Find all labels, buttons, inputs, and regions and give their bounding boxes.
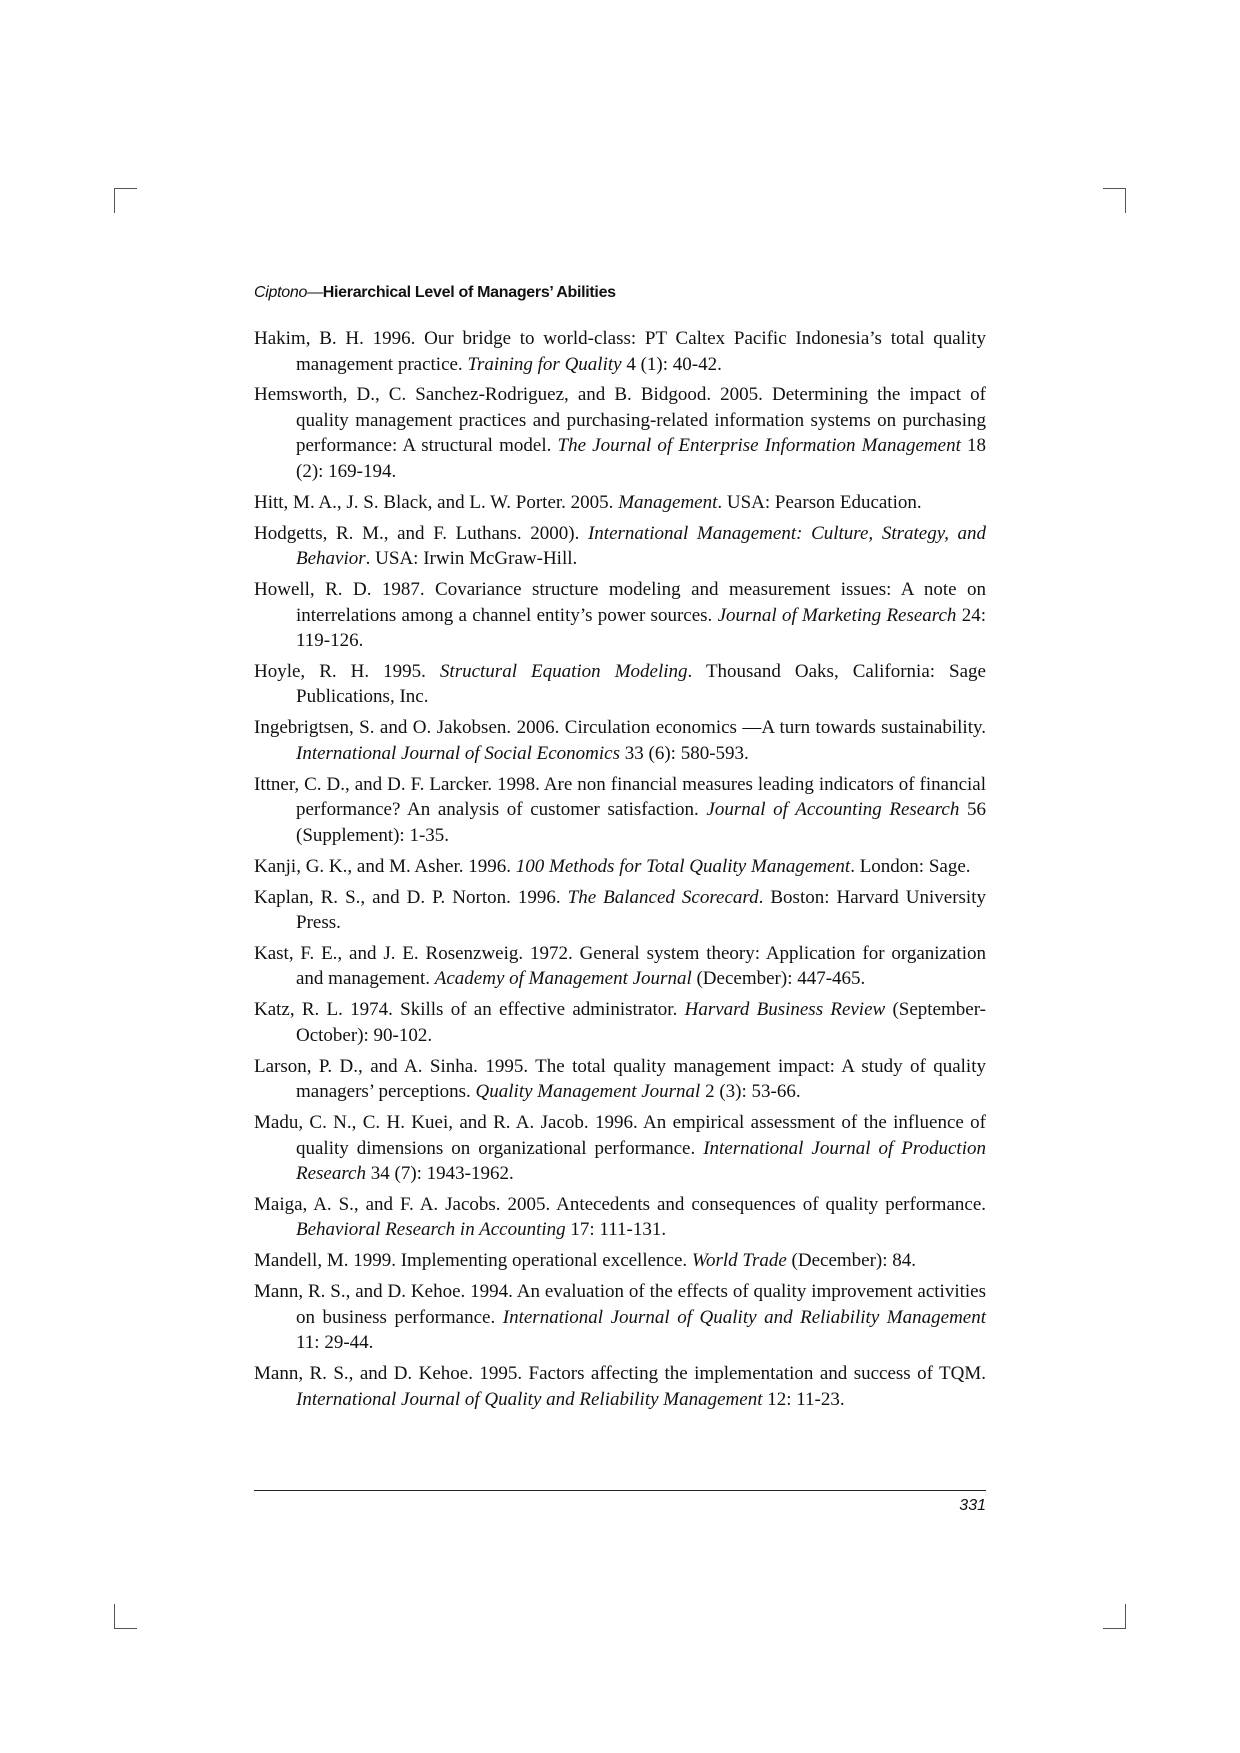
running-head-title: Hierarchical Level of Managers’ Abilities [322,284,616,301]
reference-source: 100 Methods for Total Quality Management [515,855,851,877]
reference-entry [254,854,986,880]
reference-list [254,326,986,1418]
reference-text: Mann, R. S., and D. Kehoe. 1994. An evaluation of the effects of quality improvement activities on business performance. [254,1281,986,1328]
reference-details: . London: Sage. [850,855,971,877]
reference-source: Management [618,491,718,513]
reference-entry [254,885,986,936]
reference-text: Kaplan, R. S., and D. P. Norton. 1996. [254,886,568,908]
running-head-separator: — [307,284,323,301]
reference-text: Hoyle, R. H. 1995. [254,660,440,682]
reference-source: Journal of Accounting Research [706,799,960,821]
reference-source: International Journal of Quality and Reliability Management [296,1388,763,1410]
page-number: 331 [959,1497,986,1514]
reference-details: . Thousand Oaks, California: Sage Publications, Inc. [296,660,986,708]
reference-source: World Trade [691,1250,787,1272]
reference-details: . Boston: Harvard University Press. [296,886,986,934]
reference-text: Hemsworth, D., C. Sanchez-Rodriguez, and B. Bidgood. 2005. Determining the impact of quality management practices and purchasing-related information systems on purchasing performance: A structural model. [254,384,986,457]
running-head-author: Ciptono [254,284,308,301]
reference-source: International Management: Culture, Strategy, and Behavior [296,522,986,570]
reference-entry [254,326,986,377]
reference-details: 17: 111-131. [565,1219,667,1241]
reference-text: Hitt, M. A., J. S. Black, and L. W. Porter. 2005. [254,491,619,513]
crop-mark-bottom-left [114,1604,137,1629]
reference-entry [254,382,986,484]
reference-entry [254,659,986,710]
reference-entry [254,941,986,992]
reference-source: International Journal of Quality and Reliability Management [502,1306,986,1328]
reference-source: Training for Quality [467,353,622,375]
crop-mark-bottom-right [1103,1604,1126,1629]
reference-text: Ittner, C. D., and D. F. Larcker. 1998. Are non financial measures leading indicators of financial performance? An analysis of customer satisfaction. [254,773,986,821]
reference-source: Academy of Management Journal [434,968,692,990]
reference-text: Kanji, G. K., and M. Asher. 1996. [254,855,516,877]
reference-details: 4 (1): 40-42. [621,353,722,375]
crop-mark-top-right [1103,188,1126,213]
reference-entry [254,1279,986,1356]
reference-details: 2 (3): 53-66. [700,1081,801,1103]
reference-details: 12: 11-23. [762,1388,845,1410]
reference-entry [254,490,986,516]
crop-mark-top-left [114,188,137,213]
reference-details: 34 (7): 1943-1962. [366,1163,514,1185]
reference-source: International Journal of Production Research [296,1137,986,1185]
reference-details: (September-October): 90-102. [296,999,986,1046]
reference-text: Kast, F. E., and J. E. Rosenzweig. 1972. General system theory: Application for organization and management. [254,942,986,990]
reference-details: (December): 84. [786,1250,917,1272]
reference-details: . USA: Irwin McGraw-Hill. [365,548,578,570]
reference-text: Maiga, A. S., and F. A. Jacobs. 2005. Antecedents and consequences of quality performance. [254,1193,986,1215]
reference-entry [254,1054,986,1105]
reference-text: Larson, P. D., and A. Sinha. 1995. The total quality management impact: A study of quality managers’ perceptions. [254,1055,986,1103]
reference-source: Quality Management Journal [475,1081,701,1103]
reference-entry [254,577,986,654]
reference-entry [254,1192,986,1243]
reference-text: Howell, R. D. 1987. Covariance structure modeling and measurement issues: A note on interrelations among a channel entity’s power sources. [254,579,986,626]
reference-details: 24: 119-126. [296,604,986,652]
reference-entry [254,772,986,849]
reference-text: Hodgetts, R. M., and F. Luthans. 2000). [254,522,588,544]
reference-source: The Balanced Scorecard [567,886,759,908]
reference-entry [254,521,986,572]
reference-details: (December): 447-465. [691,968,866,990]
footer-rule [254,1490,986,1491]
reference-text: Mann, R. S., and D. Kehoe. 1995. Factors affecting the implementation and success of TQM. [254,1363,986,1385]
reference-source: Behavioral Research in Accounting [296,1219,566,1241]
reference-source: Harvard Business Review [684,999,886,1021]
reference-details: 11: 29-44. [296,1332,374,1354]
reference-source: International Journal of Social Economics [296,742,621,764]
reference-text: Hakim, B. H. 1996. Our bridge to world-class: PT Caltex Pacific Indonesia’s total quality management practice. [254,328,986,375]
reference-details: 56 (Supplement): 1-35. [296,799,987,846]
reference-entry [254,997,986,1048]
reference-details: 33 (6): 580-593. [620,742,749,764]
reference-details: . USA: Pearson Education. [717,491,922,513]
reference-entry [254,715,986,766]
reference-source: The Journal of Enterprise Information Management [557,435,961,457]
reference-source: Journal of Marketing Research [717,604,957,626]
reference-text: Madu, C. N., C. H. Kuei, and R. A. Jacob. 1996. An empirical assessment of the influence of quality dimensions on organizational performance. [254,1112,986,1159]
reference-text: Mandell, M. 1999. Implementing operational excellence. [254,1250,692,1272]
reference-source: Structural Equation Modeling [439,660,688,682]
reference-details: 18 (2): 169-194. [296,435,987,482]
running-head [254,284,616,302]
reference-text: Katz, R. L. 1974. Skills of an effective administrator. [254,999,685,1021]
reference-text: Ingebrigtsen, S. and O. Jakobsen. 2006. Circulation economics —A turn towards sustainability. [254,717,986,739]
reference-entry [254,1361,986,1412]
reference-entry [254,1110,986,1187]
reference-entry [254,1248,986,1274]
